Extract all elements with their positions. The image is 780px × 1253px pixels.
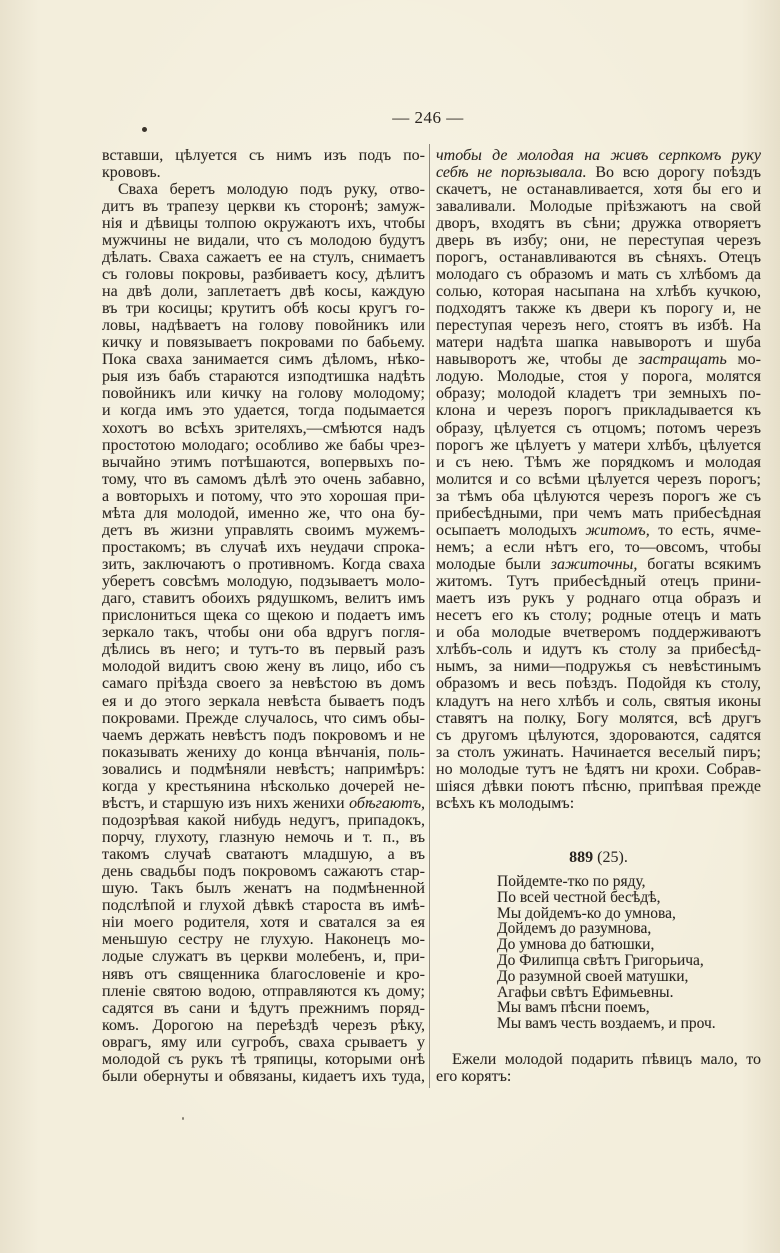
text-line: меньшую сестру не глухую. Наконецъ мо- bbox=[102, 931, 425, 949]
text-line: Сваха беретъ молодую подъ руку, отво- bbox=[118, 180, 425, 198]
song-variant-ref: (25). bbox=[597, 849, 628, 866]
text-line: зить, заключаютъ о противномъ. Когда сваха bbox=[102, 556, 425, 573]
song-verse: По всей честной бесѣдѣ, bbox=[497, 888, 661, 906]
text-line: хлѣбъ-соль и идутъ къ столу за прибесѣд- bbox=[436, 641, 761, 659]
text-line: немъ; а если нѣтъ его, то—овсомъ, чтобы bbox=[436, 538, 761, 556]
text-line: а вовторыхъ и потому, что это хорошая при- bbox=[102, 487, 425, 505]
text-line: матери надѣта шапка навыворотъ и шуба bbox=[436, 334, 761, 352]
text-line bbox=[436, 164, 761, 181]
text-line: рыя изъ бабъ стараются изподтишка надѣть bbox=[102, 368, 425, 386]
text-line: и съ нею. Тѣмъ же порядкомъ и молодая bbox=[436, 453, 761, 471]
text-line: показывать жениху до конца вѣнчанія, поль- bbox=[102, 743, 425, 761]
text-line: прислониться щека со щекою и подаетъ имъ bbox=[102, 607, 425, 625]
text-line: съ другомъ цѣлуются, здороваются, садятся bbox=[436, 726, 761, 744]
text-line: молится и со всѣми цѣлуется черезъ порогъ; bbox=[436, 470, 761, 488]
text-line: крововъ. bbox=[102, 163, 161, 181]
text-line: уберетъ совсѣмъ молодую, подзываетъ моло- bbox=[102, 573, 425, 591]
text-line: пленіе святою водою, отправляются къ дому; bbox=[102, 982, 425, 1000]
text-line: даго, ставитъ обоихъ рядушкомъ, велитъ имъ bbox=[102, 590, 425, 608]
song-verse: Мы вамъ пѣсни поемъ, bbox=[497, 999, 650, 1017]
text-line: клона и черезъ порогъ прикладывается къ bbox=[436, 402, 761, 420]
text-line: и когда имъ это удается, тогда подымается bbox=[102, 402, 425, 420]
text-line: простотою молодаго; особливо же бабы чрез- bbox=[102, 436, 425, 454]
left-column bbox=[102, 147, 425, 1085]
text-line: подходятъ также къ двери къ порогу и, не bbox=[436, 300, 761, 318]
text-line bbox=[102, 795, 425, 812]
text-segment: мо- bbox=[726, 351, 762, 369]
text-line: молодой съ рукъ тѣ тряпицы, которыми онѣ bbox=[102, 1050, 425, 1068]
text-line: дѣлать. Сваха сажаетъ ее на стулъ, снимаетъ bbox=[102, 248, 425, 266]
text-line: порогъ же цѣлуетъ у матери хлѣбъ, цѣлуется bbox=[436, 436, 761, 454]
text-line: нія и дѣвицы толпою окружаютъ ихъ, чтобы bbox=[102, 214, 425, 232]
text-line: порчу, глухоту, глазную немочь и т. п., въ bbox=[102, 829, 425, 846]
text-line: въ три косицы; крутитъ обѣ косы кругъ го- bbox=[102, 300, 425, 318]
text-line: маетъ изъ рукъ у роднаго отца образъ и bbox=[436, 590, 761, 608]
text-line: кичку и повязываетъ покровами по бабьему. bbox=[102, 334, 425, 352]
ink-speck bbox=[142, 127, 147, 132]
song-verse: До умнова до батюшки, bbox=[497, 936, 655, 954]
text-line: вычайно этимъ потѣшаются, вопервыхъ по- bbox=[102, 453, 425, 471]
text-line bbox=[436, 147, 761, 164]
text-line: день свадьбы подъ покровомъ сажаютъ стар- bbox=[102, 863, 425, 881]
emphasized-text: житомъ, bbox=[585, 521, 650, 539]
emphasized-text: чтобы де молодая на живъ серпкомъ руку bbox=[436, 146, 761, 164]
text-line: покровами. Прежде случалось, что симъ обы- bbox=[102, 709, 425, 727]
paragraph bbox=[102, 181, 425, 1085]
text-line: заваливали. Молодые пріѣзжаютъ на свой bbox=[436, 197, 761, 215]
text-line: были обернуты и обвязаны, кидаетъ ихъ туда, bbox=[102, 1067, 425, 1085]
emphasized-text: себѣ не порѣзывала. bbox=[436, 163, 587, 181]
text-line: молодаго съ образомъ и мать съ хлѣбомъ да bbox=[436, 265, 761, 283]
emphasized-text: обѣгаютъ, bbox=[349, 794, 425, 812]
text-line: шую. Такъ былъ женатъ на подмѣненной bbox=[102, 880, 425, 898]
text-line: скачетъ, не останавливается, хотя бы его и bbox=[436, 180, 761, 198]
text-line: ловы, надѣваетъ на голову повойникъ или bbox=[102, 317, 425, 335]
text-segment: молодые были bbox=[436, 556, 551, 573]
text-line: комъ. Дорогою на переѣздѣ черезъ рѣку, bbox=[102, 1016, 425, 1034]
text-line: лодые служатъ въ церкви молебенъ, и, при- bbox=[102, 948, 425, 966]
text-line: тому, что въ самомъ дѣлѣ это очень забавно, bbox=[102, 470, 425, 488]
text-line: и оба молодые вчетверомъ поддерживаютъ bbox=[436, 624, 761, 642]
song-number: 889 bbox=[569, 849, 594, 866]
text-line: Ежели молодой подарить пѣвицъ мало, то bbox=[452, 1051, 761, 1068]
text-line: на двѣ доли, заплетаетъ двѣ косы, каждую bbox=[102, 283, 425, 300]
song-heading bbox=[436, 847, 761, 869]
text-line: кладутъ на него хлѣбъ и соль, святыя иконы bbox=[436, 692, 761, 710]
text-line: дворъ, входятъ въ сѣни; дружка отворяетъ bbox=[436, 214, 761, 232]
song-verse: До Филипца свѣтъ Григорьича, bbox=[497, 951, 704, 969]
text-line: садятся въ сани и ѣдутъ прежнимъ поряд- bbox=[102, 999, 425, 1017]
text-line: мужчины не видали, что съ молодою будутъ bbox=[102, 231, 425, 249]
text-line: житомъ. Тутъ прибесѣдный отецъ прини- bbox=[436, 573, 761, 591]
text-line: прибесѣдными, при чемъ мать прибесѣдная bbox=[436, 504, 761, 522]
paragraph bbox=[102, 147, 425, 181]
text-segment: Во всю дорогу поѣздъ bbox=[586, 163, 761, 181]
text-line: за тѣмъ оба цѣлуются черезъ порогъ же съ bbox=[436, 487, 761, 505]
ink-speck bbox=[182, 1117, 184, 1120]
song-verses bbox=[497, 874, 716, 1032]
paragraph bbox=[436, 147, 761, 812]
text-line: оврагъ, яму или сугробъ, сваха срываетъ у bbox=[102, 1033, 425, 1051]
text-line: его корятъ: bbox=[436, 1068, 512, 1086]
text-line: самаго пріѣзда своего за невѣстою въ домъ bbox=[102, 675, 425, 693]
song-verse: Агафьи свѣтъ Ефимьевны. bbox=[497, 983, 674, 1001]
text-line: хохотъ во всѣхъ зрителяхъ,—смѣются надъ bbox=[102, 419, 425, 437]
text-line: вставши, цѣлуется съ нимъ изъ подъ по- bbox=[102, 146, 425, 164]
song-verse: Дойдемъ до разумнова, bbox=[497, 920, 652, 938]
text-line: ставятъ на полку, Богу молятся, всѣ другъ bbox=[436, 709, 761, 727]
text-line: шіяся дѣвки поютъ пѣсню, припѣвая прежде bbox=[436, 777, 761, 795]
text-segment: то есть, ячме- bbox=[649, 521, 761, 539]
text-line: солью, которая насыпана на хлѣбъ кучкою, bbox=[436, 283, 761, 300]
text-line: ніи моего родителя, хотя и сватался за ея bbox=[102, 914, 425, 932]
text-line: за столъ ужинать. Начинается веселый пиръ; bbox=[436, 743, 761, 761]
text-line: образу, цѣлуется съ отцомъ; потомъ черезъ bbox=[436, 419, 761, 437]
text-line: мѣта для молодой, именно же, что она бу- bbox=[102, 504, 425, 522]
text-line: лодую. Молодые, стоя у порога, молятся bbox=[436, 368, 761, 386]
emphasized-text: зажиточны, bbox=[550, 556, 638, 573]
text-line: простакомъ; въ случаѣ ихъ неудачи спрока- bbox=[102, 538, 425, 556]
emphasized-text: застращать bbox=[638, 351, 727, 369]
text-line: нымъ, за ними—подружья съ невѣстинымъ bbox=[436, 658, 761, 676]
text-line: нявъ отъ священника благословеніе и кро- bbox=[102, 965, 425, 983]
text-line: детъ въ жизни управлять своимъ мужемъ- bbox=[102, 521, 425, 539]
text-line: дверь въ избу; они, не переступая черезъ bbox=[436, 231, 761, 249]
text-line: несетъ его къ столу; родные отецъ и мать bbox=[436, 607, 761, 625]
right-column-closing bbox=[436, 1051, 761, 1085]
text-line: но молодые тутъ не ѣдятъ ни крохи. Собрав- bbox=[436, 760, 761, 778]
text-line: порогъ, останавливаются въ сѣняхъ. Отецъ bbox=[436, 248, 761, 266]
text-line: зеркало такъ, чтобы они оба вдругъ погля- bbox=[102, 624, 425, 642]
page-number: — 246 — bbox=[392, 108, 464, 127]
text-line: молодой видитъ свою жену въ лицо, ибо съ bbox=[102, 658, 425, 676]
text-line: подслѣпой и глухой дѣвкѣ староста въ имѣ- bbox=[102, 897, 425, 915]
text-line: подозрѣвая какой нибудь недугъ, припадокъ, bbox=[102, 811, 425, 829]
text-line: всѣхъ къ молодымъ: bbox=[436, 794, 575, 812]
text-line: съ головы покровы, разбиваетъ косу, дѣлитъ bbox=[102, 265, 425, 283]
song-verse: Мы вамъ честь воздаемъ, и проч. bbox=[497, 1015, 716, 1033]
column-rule bbox=[429, 144, 430, 1088]
text-line: образу; молодой кладетъ три земныхъ по- bbox=[436, 385, 761, 403]
right-column bbox=[436, 147, 761, 812]
text-line: переступая черезъ него, стоятъ въ избѣ. На bbox=[436, 317, 761, 335]
text-line: зовались и подмѣняли невѣстъ; напримѣръ: bbox=[102, 760, 425, 778]
text-line: Пока сваха занимается симъ дѣломъ, нѣко- bbox=[102, 351, 425, 369]
text-segment: богаты всякимъ bbox=[637, 556, 761, 573]
text-segment: осыпаетъ молодыхъ bbox=[436, 521, 586, 539]
text-line: дитъ въ трапезу церкви къ сторонѣ; замуж- bbox=[102, 197, 425, 215]
text-line: повойникъ или кичку на голову молодому; bbox=[102, 385, 425, 403]
text-line bbox=[436, 351, 761, 368]
paragraph bbox=[436, 1051, 761, 1085]
text-line: чаемъ держать невѣстъ подъ покровомъ и не bbox=[102, 726, 425, 744]
song-verse: До разумной своей матушки, bbox=[497, 967, 689, 985]
text-segment: навыворотъ же, чтобы де bbox=[436, 351, 639, 369]
text-line bbox=[436, 522, 761, 539]
text-line bbox=[436, 556, 761, 573]
text-line: образомъ и весь поѣздъ. Подойдя къ столу, bbox=[436, 675, 761, 693]
song-verse: Мы дойдемъ-ко до умнова, bbox=[497, 904, 676, 922]
text-line: когда у крестьянина нѣсколько дочерей не- bbox=[102, 777, 425, 795]
text-line: ея и до этого зеркала невѣста бываетъ подъ bbox=[102, 692, 425, 710]
song-verse: Пойдемте-тко по ряду, bbox=[497, 873, 646, 890]
text-segment: вѣстъ, и старшую изъ нихъ женихи bbox=[102, 794, 350, 812]
text-line: дѣлись въ него; и тутъ-то въ первый разъ bbox=[102, 641, 425, 659]
text-line: такомъ случаѣ сватаютъ младшую, а въ bbox=[102, 846, 425, 864]
